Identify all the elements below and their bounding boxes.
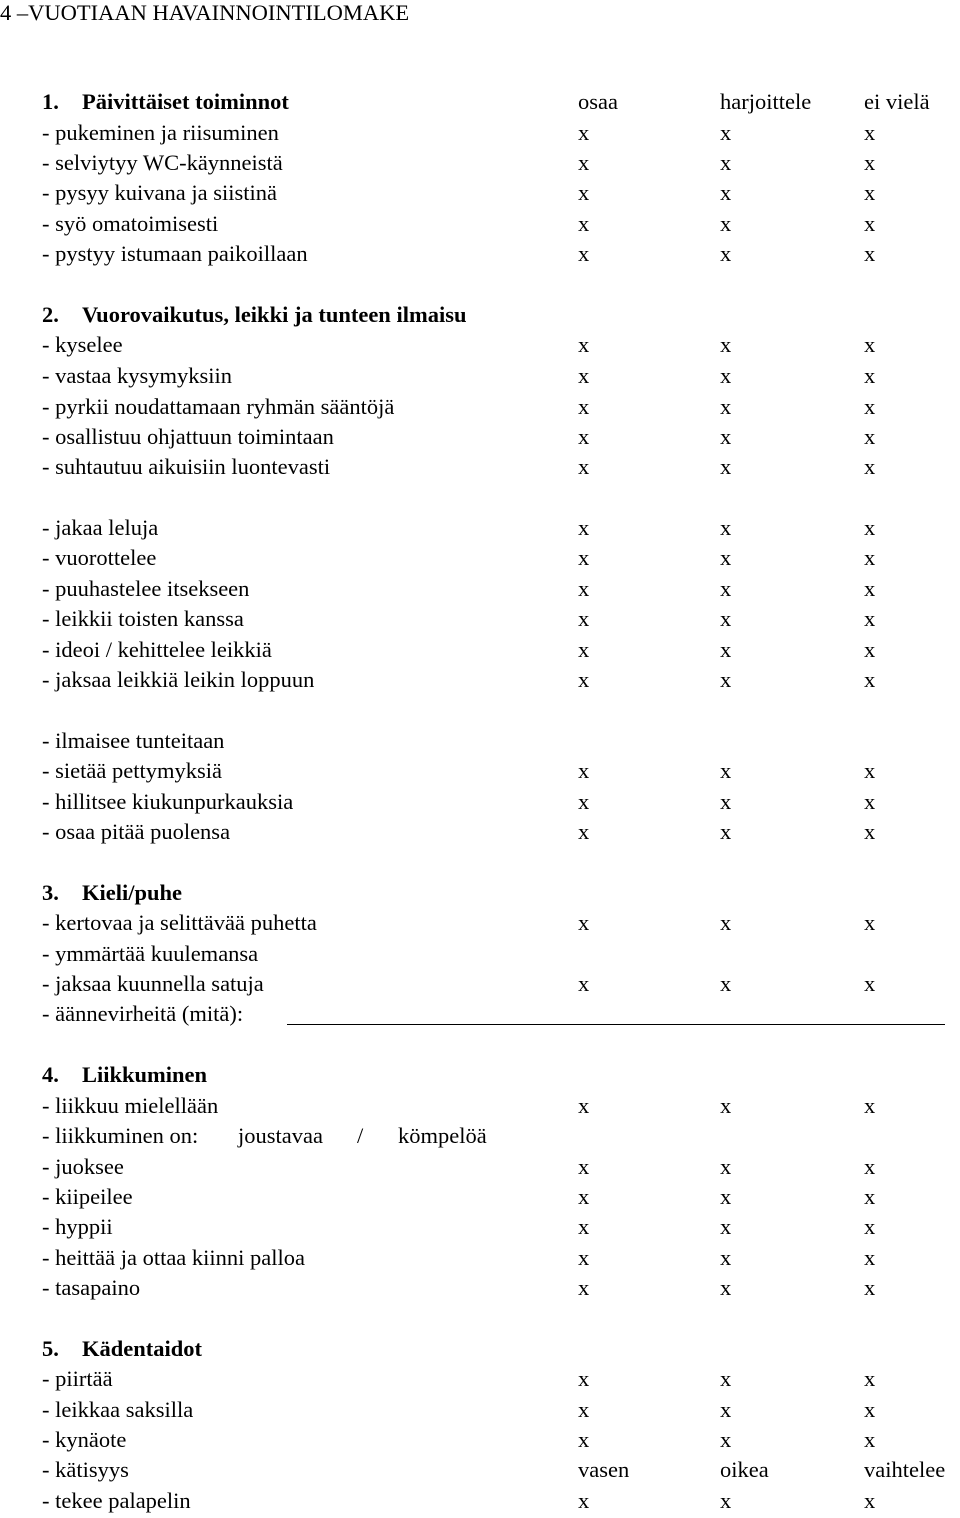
mark[interactable]: x [578,150,590,175]
mark[interactable]: x [578,576,590,601]
section-2-header [0,300,960,330]
mark[interactable]: x [578,394,590,419]
section-title: Kieli/puhe [82,880,183,905]
section-4-header [0,1060,960,1090]
mark[interactable]: x [720,1245,732,1270]
item-row [0,787,960,817]
mark[interactable]: x [720,1093,732,1118]
mark[interactable]: x [864,1184,876,1209]
mark[interactable]: x [864,1427,876,1452]
item-label: - hillitsee kiukunpurkauksia [42,789,294,814]
item-row [0,1273,960,1303]
mark[interactable]: x [864,971,876,996]
item-row [0,665,960,695]
item-row [0,148,960,178]
item-label: - tekee palapelin [42,1488,191,1513]
section-1-header [0,87,960,117]
section-title: Vuorovaikutus, leikki ja tunteen ilmaisu [82,302,467,327]
item-row [0,756,960,786]
item-label: - liikkuu mielellään [42,1093,219,1118]
mark[interactable]: x [720,332,732,357]
section-title: Liikkuminen [82,1062,208,1087]
mark[interactable]: x [578,1488,590,1513]
section-number: 5. [42,1336,59,1361]
mark[interactable]: x [578,1275,590,1300]
mark[interactable]: x [578,1093,590,1118]
item-label: - puuhastelee itsekseen [42,576,250,601]
mark[interactable]: x [864,1275,876,1300]
mark[interactable]: x [720,606,732,631]
mark[interactable]: x [720,819,732,844]
mark[interactable]: x [578,1154,590,1179]
mark[interactable]: x [720,363,732,388]
item-label: - osallistuu ohjattuun toimintaan [42,424,334,449]
item-label: - kertovaa ja selittävää puhetta [42,910,317,935]
mark[interactable]: x [864,150,876,175]
sound-errors-blank-line[interactable] [287,1024,945,1025]
mark[interactable]: x [864,1214,876,1239]
item-row [0,452,960,482]
item-label: - pyrkii noudattamaan ryhmän sääntöjä [42,394,395,419]
section-title: Kädentaidot [82,1336,203,1361]
mark[interactable]: x [720,1366,732,1391]
mark[interactable]: x [720,545,732,570]
mark[interactable]: x [720,637,732,662]
mark[interactable]: x [864,1366,876,1391]
mark[interactable]: x [720,971,732,996]
mark[interactable]: x [578,363,590,388]
item-label: - pysyy kuivana ja siistinä [42,180,277,205]
mark[interactable]: x [720,758,732,783]
mark[interactable]: x [578,1427,590,1452]
item-label: - jaksaa leikkiä leikin loppuun [42,667,315,692]
mark[interactable]: x [864,180,876,205]
mark[interactable]: x [578,545,590,570]
item-label: - pukeminen ja riisuminen [42,120,279,145]
mark[interactable]: x [864,332,876,357]
item-row [0,1091,960,1121]
mark[interactable]: x [720,515,732,540]
item-label: - hyppii [42,1214,113,1239]
item-label: - leikkaa saksilla [42,1397,194,1422]
mark[interactable]: x [864,1154,876,1179]
mark[interactable]: x [864,363,876,388]
item-row [0,1212,960,1242]
item-label: - ilmaisee tunteitaan [42,728,225,753]
item-row [0,513,960,543]
mark[interactable]: x [578,637,590,662]
item-row [0,604,960,634]
item-row [0,543,960,573]
mark[interactable]: x [864,606,876,631]
mark[interactable]: x [578,1366,590,1391]
mark[interactable]: x [720,150,732,175]
mark[interactable]: x [720,1275,732,1300]
item-label: - sietää pettymyksiä [42,758,222,783]
item-row [0,1364,960,1394]
item-label: - jakaa leluja [42,515,159,540]
mark[interactable]: x [720,120,732,145]
item-label: - selviytyy WC-käynneistä [42,150,283,175]
mark[interactable]: x [578,1397,590,1422]
item-row [0,1243,960,1273]
mark[interactable]: x [864,910,876,935]
mark[interactable]: x [578,1184,590,1209]
item-label: - suhtautuu aikuisiin luontevasti [42,454,331,479]
item-label: - heittää ja ottaa kiinni palloa [42,1245,306,1270]
mark[interactable]: x [864,789,876,814]
item-row [0,969,960,999]
item-row [0,118,960,148]
mark[interactable]: x [578,606,590,631]
mark[interactable]: x [864,120,876,145]
mark[interactable]: x [578,758,590,783]
mark[interactable]: x [578,667,590,692]
item-label: - ideoi / kehittelee leikkiä [42,637,272,662]
option-oikea[interactable]: oikea [720,1457,769,1482]
item-label: - tasapaino [42,1275,141,1300]
item-label: - syö omatoimisesti [42,211,219,236]
mark[interactable]: x [864,545,876,570]
item-label: - piirtää [42,1366,113,1391]
item-label: - vuorottelee [42,545,157,570]
section-3-header [0,878,960,908]
mark[interactable]: x [720,910,732,935]
column-header-harjoittele: harjoittele [720,89,812,114]
mark[interactable]: x [864,758,876,783]
mark[interactable]: x [578,211,590,236]
item-row [0,392,960,422]
mark[interactable]: x [720,667,732,692]
mark[interactable]: x [578,910,590,935]
mark[interactable]: x [864,515,876,540]
mark[interactable]: x [578,1214,590,1239]
item-row [0,574,960,604]
section-number: 4. [42,1062,59,1087]
mark[interactable]: x [864,1488,876,1513]
mark[interactable]: x [864,1397,876,1422]
mark[interactable]: x [864,394,876,419]
mark[interactable]: x [864,637,876,662]
item-row [0,422,960,452]
mark[interactable]: x [720,1397,732,1422]
mark[interactable]: x [578,241,590,266]
mark[interactable]: x [578,332,590,357]
mark[interactable]: x [864,454,876,479]
mark[interactable]: x [864,424,876,449]
mark[interactable]: x [578,180,590,205]
item-label: - pystyy istumaan paikoillaan [42,241,308,266]
item-row [0,635,960,665]
item-row [0,1486,960,1516]
section-title: Päivittäiset toiminnot [82,89,289,114]
mark[interactable]: x [864,241,876,266]
item-label: - leikkii toisten kanssa [42,606,244,631]
mark[interactable]: x [720,1184,732,1209]
fill-in-label: - äännevirheitä (mitä): [42,1001,244,1026]
item-row [0,817,960,847]
item-row [0,361,960,391]
item-row [0,239,960,269]
item-label: - kiipeilee [42,1184,133,1209]
mark[interactable]: x [720,454,732,479]
item-label: - jaksaa kuunnella satuja [42,971,264,996]
item-label: - vastaa kysymyksiin [42,363,232,388]
mark[interactable]: x [720,241,732,266]
mark[interactable]: x [720,1154,732,1179]
section-5-header [0,1334,960,1364]
option-vaihtelee[interactable]: vaihtelee [864,1457,946,1482]
mark[interactable]: x [864,819,876,844]
mark[interactable]: x [578,819,590,844]
document-title-row [0,0,960,28]
option-vasen[interactable]: vasen [578,1457,630,1482]
mark[interactable]: x [864,576,876,601]
item-label: - kyselee [42,332,123,357]
fill-in-row [0,999,960,1029]
mark[interactable]: x [578,789,590,814]
mark[interactable]: x [864,1245,876,1270]
mark[interactable]: x [720,576,732,601]
item-row [0,726,960,756]
mark[interactable]: x [864,667,876,692]
item-row [0,908,960,938]
mark[interactable]: x [578,515,590,540]
column-header-osaa: osaa [578,89,618,114]
item-row [0,178,960,208]
choice-row [0,1121,960,1151]
mark[interactable]: x [864,211,876,236]
mark[interactable]: x [720,211,732,236]
section-number: 2. [42,302,59,327]
mark[interactable]: x [864,1093,876,1118]
item-row [0,209,960,239]
column-header-ei-viela: ei vielä [864,89,930,114]
item-label: - kätisyys [42,1457,129,1482]
choice-option-kompeloa[interactable]: kömpelöä [398,1123,487,1148]
mark[interactable]: x [720,789,732,814]
mark[interactable]: x [578,971,590,996]
mark[interactable]: x [720,180,732,205]
mark[interactable]: x [720,424,732,449]
item-row [0,939,960,969]
mark[interactable]: x [578,1245,590,1270]
section-number: 3. [42,880,59,905]
item-label: - kynäote [42,1427,127,1452]
item-row [0,1425,960,1455]
item-label: - ymmärtää kuulemansa [42,941,259,966]
item-row [0,1182,960,1212]
item-label: - osaa pitää puolensa [42,819,231,844]
mark[interactable]: x [720,1214,732,1239]
choice-label: - liikkuminen on: [42,1123,199,1148]
document-title: 4 –VUOTIAAN HAVAINNOINTILOMAKE [0,0,410,25]
mark[interactable]: x [578,120,590,145]
section-number: 1. [42,89,59,114]
mark[interactable]: x [720,1427,732,1452]
choice-separator: / [357,1123,364,1148]
mark[interactable]: x [720,394,732,419]
item-row [0,1152,960,1182]
item-label: - juoksee [42,1154,124,1179]
item-row [0,330,960,360]
item-row [0,1455,960,1485]
mark[interactable]: x [720,1488,732,1513]
choice-option-joustavaa[interactable]: joustavaa [238,1123,323,1148]
mark[interactable]: x [578,424,590,449]
item-row [0,1395,960,1425]
mark[interactable]: x [578,454,590,479]
